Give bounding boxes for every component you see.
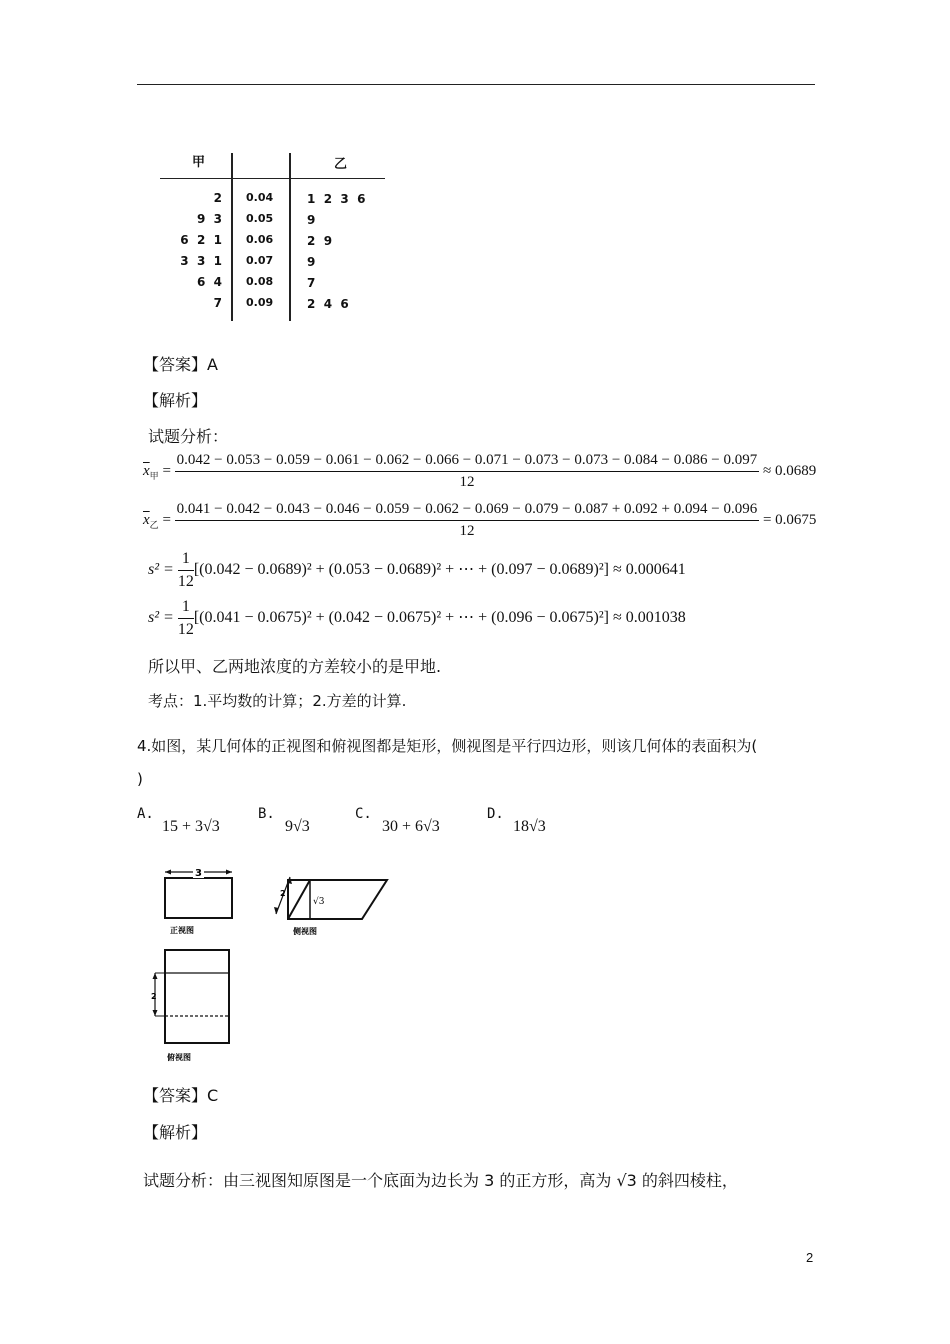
variance-yi-formula xyxy=(148,598,686,639)
q3-analysis-label: 【解析】 xyxy=(143,391,208,410)
option-b-letter: B. xyxy=(258,806,275,822)
variance-frac-den: 12 xyxy=(177,573,194,590)
mean-subscript: 乙 xyxy=(149,519,159,530)
front-view-label: 正视图 xyxy=(170,926,194,935)
top-view xyxy=(151,950,229,1062)
top-view-label: 俯视图 xyxy=(167,1053,191,1062)
mean-jia-numerator: 0.042 − 0.053 − 0.059 − 0.061 − 0.062 − 0.066 − 0.071 − 0.073 − 0.073 − 0.084 − 0.086 − 0.097 xyxy=(175,452,760,472)
stem-leaf-row-left: 6 4 xyxy=(196,275,222,289)
stem-leaf-row-stem: 0.09 xyxy=(246,296,274,309)
mean-yi-result: = 0.0675 xyxy=(762,511,817,528)
stem-leaf-row-stem: 0.08 xyxy=(246,275,274,288)
q3-keypoint: 考点：1.平均数的计算；2.方差的计算. xyxy=(148,692,407,710)
stem-leaf-row-right: 2 9 xyxy=(307,234,333,248)
q4-analysis-label: 【解析】 xyxy=(143,1123,208,1142)
stem-leaf-row-left: 7 xyxy=(213,296,222,310)
variance-frac-num: 1 xyxy=(178,550,194,571)
variance-frac-num: 1 xyxy=(178,598,194,619)
variance-jia-formula xyxy=(148,550,686,591)
three-view-drawing xyxy=(150,860,400,1080)
stem-leaf-right-header: 乙 xyxy=(334,157,348,172)
q4-question-close: ) xyxy=(137,770,143,788)
option-d-value: 18√3 xyxy=(513,818,546,835)
side-view-label: 侧视图 xyxy=(293,927,317,936)
q4-question: 4.如图，某几何体的正视图和俯视图都是矩形，侧视图是平行四边形，则该几何体的表面积为( xyxy=(137,737,758,755)
variance-lhs: s² = xyxy=(148,561,174,579)
mean-symbol: $\overline{x}$ xyxy=(143,462,150,479)
mean-jia-formula: $\overline{x}_甲$ = 0.042 − 0.053 − 0.059 − 0.061 − 0.062 − 0.066 − 0.071 − 0.073 − 0.073 − 0.084 − 0.086 − 0.097 12 ≈ 0.0689 xyxy=(143,452,817,490)
option-c-value: 30 + 6√3 xyxy=(382,818,440,835)
dim-sqrt3-label: √3 xyxy=(313,897,325,907)
stem-leaf-row-stem: 0.05 xyxy=(246,212,274,225)
side-view xyxy=(274,877,387,936)
variance-yi-body: [(0.041 − 0.0675)² + (0.042 − 0.0675)² + ⋯ + (0.096 − 0.0675)²] ≈ 0.001038 xyxy=(193,609,686,627)
dim-3-label: 3 xyxy=(195,868,202,879)
stem-leaf-divider-left xyxy=(231,153,233,321)
stem-leaf-row-right: 7 xyxy=(307,276,316,290)
option-c-letter: C. xyxy=(355,806,372,822)
dim-2-top-label: 2 xyxy=(151,992,157,1001)
variance-jia-body: [(0.042 − 0.0689)² + (0.053 − 0.0689)² + ⋯ + (0.097 − 0.0689)²] ≈ 0.000641 xyxy=(193,561,686,579)
stem-leaf-left-header: 甲 xyxy=(192,155,206,170)
mean-jia-denominator: 12 xyxy=(459,474,475,490)
variance-lhs: s² = xyxy=(148,609,174,627)
header-rule xyxy=(137,84,815,85)
stem-leaf-row-left: 2 xyxy=(213,191,222,205)
q3-conclusion: 所以甲、乙两地浓度的方差较小的是甲地. xyxy=(148,657,442,676)
stem-leaf-row-right: 9 xyxy=(307,213,316,227)
stem-leaf-row-right: 9 xyxy=(307,255,316,269)
stem-leaf-row-left: 9 3 xyxy=(196,212,222,226)
option-a-value: 15 + 3√3 xyxy=(162,818,220,835)
stem-leaf-row-left: 3 3 1 xyxy=(180,254,222,268)
q3-analysis-intro: 试题分析： xyxy=(148,427,229,446)
stem-leaf-row-stem: 0.04 xyxy=(246,191,274,204)
q3-answer: 【答案】A xyxy=(143,355,218,374)
option-b-value: 9√3 xyxy=(285,818,310,835)
mean-yi-formula: $\overline{x}_乙$ = 0.041 − 0.042 − 0.043 − 0.046 − 0.059 − 0.062 − 0.069 − 0.079 − 0.087 + 0.092 + 0.094 − 0.096 12 = 0.0675 xyxy=(143,501,817,539)
q4-analysis-text: 试题分析：由三视图知原图是一个底面为边长为 3 的正方形，高为 √3 的斜四棱柱， xyxy=(143,1171,738,1190)
stem-leaf-row-right: 2 4 6 xyxy=(307,297,349,311)
q4-answer: 【答案】C xyxy=(143,1086,219,1105)
option-d-letter: D. xyxy=(487,806,504,822)
mean-symbol: $\overline{x}$ xyxy=(143,511,150,528)
option-a-letter: A. xyxy=(137,806,154,822)
stem-leaf-row-stem: 0.07 xyxy=(246,254,274,267)
page-number: 2 xyxy=(806,1250,814,1265)
mean-yi-denominator: 12 xyxy=(459,523,475,539)
stem-leaf-divider-right xyxy=(289,153,291,321)
stem-leaf-row-stem: 0.06 xyxy=(246,233,274,246)
variance-frac-den: 12 xyxy=(177,621,194,638)
mean-jia-result: ≈ 0.0689 xyxy=(762,462,817,479)
stem-leaf-header-rule xyxy=(160,178,385,179)
mean-subscript: 甲 xyxy=(149,470,159,481)
dim-2-side-label: 2 xyxy=(280,889,286,898)
stem-leaf-row-right: 1 2 3 6 xyxy=(307,192,366,206)
mean-yi-numerator: 0.041 − 0.042 − 0.043 − 0.046 − 0.059 − 0.062 − 0.069 − 0.079 − 0.087 + 0.092 + 0.094 − 0.096 xyxy=(175,501,760,521)
stem-leaf-row-left: 6 2 1 xyxy=(180,233,222,247)
front-view xyxy=(165,865,232,935)
